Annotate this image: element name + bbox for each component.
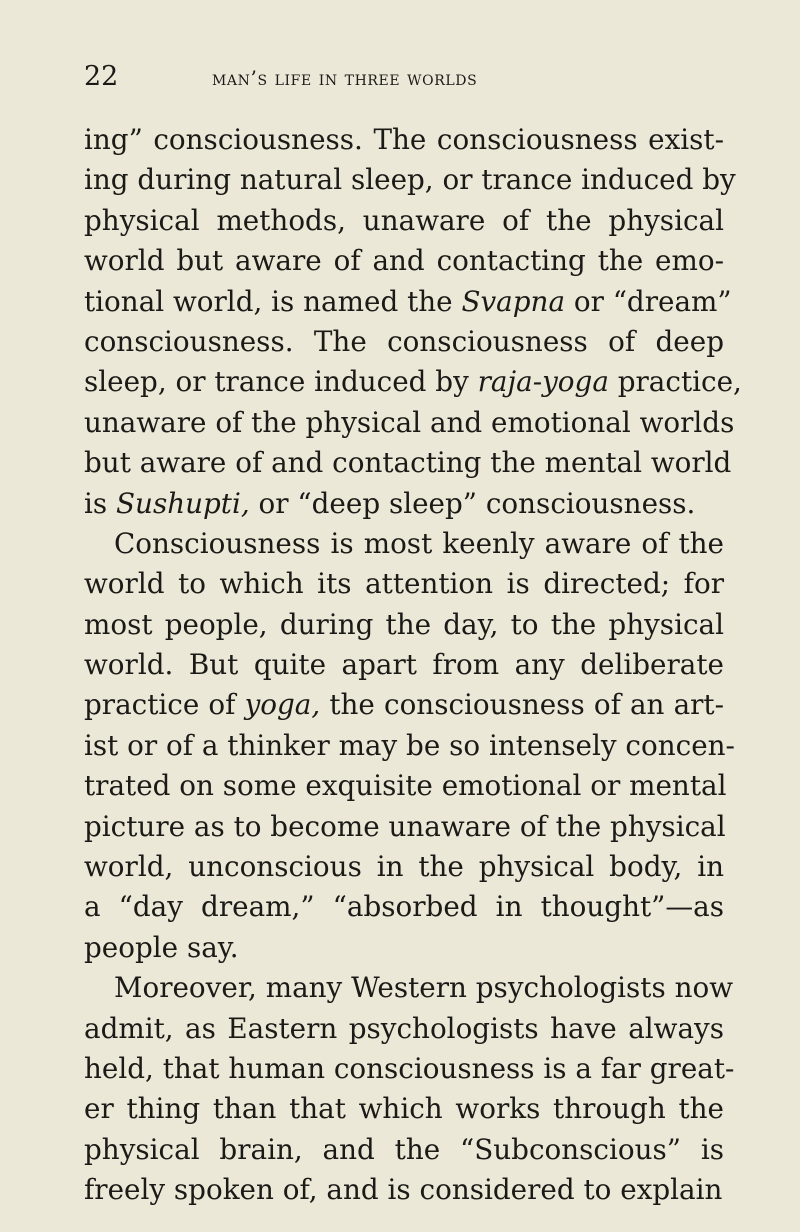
text-segment: world to which its attention is directed; for xyxy=(84,567,724,601)
text-segment: Moreover, many Western psychologists now xyxy=(114,971,734,1005)
italic-term: yoga, xyxy=(244,688,321,722)
text-segment: ing during natural sleep, or trance induced by xyxy=(84,163,736,197)
text-segment: physical methods, unaware of the physical xyxy=(84,203,724,237)
text-segment: picture as to become unaware of the physical xyxy=(84,809,726,843)
text-line xyxy=(84,887,724,927)
text-line xyxy=(84,160,736,200)
text-segment: trated on some exquisite emotional or mental xyxy=(84,769,727,803)
body-text xyxy=(84,120,742,1211)
text-segment: freely spoken of, and is considered to explain xyxy=(84,1173,723,1207)
text-segment: is xyxy=(84,486,116,520)
text-segment: Consciousness is most keenly aware of the xyxy=(114,526,724,560)
text-segment: most people, during the day, to the physical xyxy=(84,607,724,641)
text-segment: tional world, is named the xyxy=(84,284,462,318)
text-segment: ing” consciousness. The consciousness exist- xyxy=(84,123,724,156)
text-segment: a “day dream,” “absorbed in thought”—as xyxy=(84,890,724,924)
text-line xyxy=(84,1049,735,1089)
text-line xyxy=(84,120,724,160)
text-segment: physical brain, and the “Subconscious” is xyxy=(84,1132,724,1166)
text-line xyxy=(84,645,724,685)
text-line xyxy=(84,968,734,1008)
text-line xyxy=(84,807,724,847)
text-line xyxy=(84,1089,724,1129)
italic-term: raja-yoga xyxy=(477,365,609,399)
page-number: 22 xyxy=(84,61,119,92)
text-line xyxy=(84,403,735,443)
text-line xyxy=(84,847,724,887)
text-segment: sleep, or trance induced by xyxy=(84,365,478,399)
text-segment: held, that human consciousness is a far great- xyxy=(84,1051,735,1085)
text-line xyxy=(84,322,724,362)
page-header xyxy=(84,62,724,92)
text-segment: but aware of and contacting the mental world xyxy=(84,446,732,480)
running-head: man’s life in three worlds xyxy=(212,66,478,90)
text-line xyxy=(84,241,724,281)
text-line xyxy=(84,766,727,806)
text-segment: or “dream” xyxy=(565,284,732,318)
text-segment: or “deep sleep” consciousness. xyxy=(249,486,696,520)
text-line xyxy=(84,1130,724,1170)
text-line xyxy=(84,726,735,766)
text-segment: unaware of the physical and emotional worlds xyxy=(84,405,735,439)
text-line xyxy=(84,685,724,725)
text-line xyxy=(84,484,724,524)
italic-term: Sushupti, xyxy=(116,486,250,520)
italic-term: Svapna xyxy=(461,284,566,318)
text-line xyxy=(84,282,732,322)
text-segment: world but aware of and contacting the emo- xyxy=(84,244,724,278)
text-line xyxy=(84,524,724,564)
text-segment: practice, xyxy=(608,365,742,399)
text-segment: world, unconscious in the physical body, in xyxy=(84,850,724,884)
text-line xyxy=(84,1009,724,1049)
text-segment: consciousness. The consciousness of deep xyxy=(84,324,724,358)
text-line xyxy=(84,443,732,483)
text-segment: world. But quite apart from any deliberate xyxy=(84,648,724,682)
text-segment: ist or of a thinker may be so intensely concen- xyxy=(84,728,735,762)
text-line xyxy=(84,362,742,402)
text-line xyxy=(84,928,724,968)
text-segment: admit, as Eastern psychologists have always xyxy=(84,1011,724,1045)
text-line xyxy=(84,605,724,645)
text-segment: people say. xyxy=(84,930,239,964)
text-line xyxy=(84,201,724,241)
text-segment: practice of xyxy=(84,688,245,722)
text-line xyxy=(84,564,724,604)
text-line xyxy=(84,1170,724,1210)
text-segment: the consciousness of an art- xyxy=(320,688,724,722)
text-segment: er thing than that which works through the xyxy=(84,1092,724,1126)
